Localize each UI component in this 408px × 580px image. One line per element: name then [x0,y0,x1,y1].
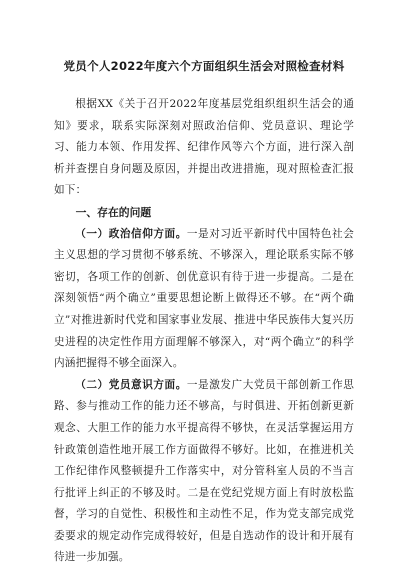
item-political-belief-body: 一是对习近平新时代中国特色社会主义思想的学习贯彻不够系统、不够深入，理论联系实际不够密切，各项工作的创新、创优意识有待于进一步提高。二是在深刻领悟“两个确立”重要思想论断上做得还不够。在“两个确立”对推进新时代党和国家事业发展、推进中华民族伟大复兴历史进程的决定性作用方面理解不够深入，对“两个确立”的科学内涵把握得不够全面深入。 [54,227,355,370]
section-heading-problems: 一、存在的问题 [75,205,152,219]
item-party-awareness [54,375,354,569]
item-party-awareness-body: 一是激发广大党员干部创新工作思路、参与推动工作的能力还不够高，与时俱进、开拓创新更新观念、大胆工作的能力水平提高得不够快，在灵活掌握运用方针政策创造性地开展工作方面做得不够好。比如，在推进机关工作纪律作风整顿提升工作落实中，对分管科室人员的不当言行批评上纠正的不够及时。二是在党纪党规方面上有时放松监督，学习的自觉性、积极性和主动性不足，作为党支部完成党委要求的规定动作完成得较好，但是自选动作的设计和开展有待进一步加强。 [54,378,355,564]
document-title: 党员个人2022年度六个方面组织生活会对照检查材料 [63,59,345,73]
item-party-awareness-heading: （二）党员意识方面。 [75,378,187,391]
item-political-belief-heading: （一）政治信仰方面。 [75,227,187,240]
intro-paragraph: 根据XX《关于召开2022年度基层党组织组织生活会的通知》要求，联系实际深刻对照政治信仰、党员意识、理论学习、能力本领、作用发挥、纪律作风等六个方面，进行深入剖析并查摆自身问题及原因，并提出改进措施，现对照检查汇报如下： [54,98,354,197]
item-political-belief [54,224,354,375]
